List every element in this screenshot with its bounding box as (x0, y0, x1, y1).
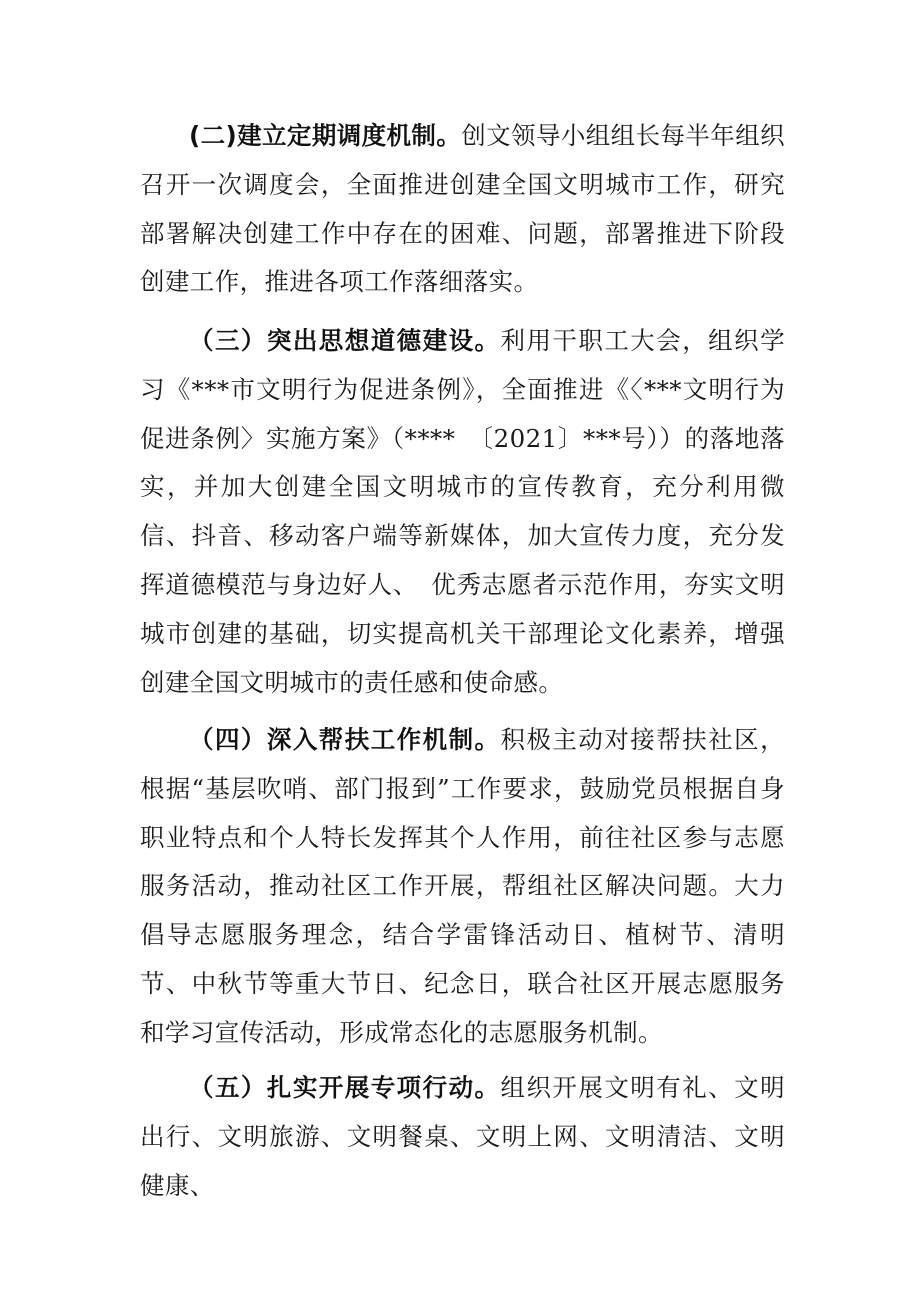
paragraph-body: 积极主动对接帮扶社区，根据“基层吹哨、部门报到”工作要求，鼓励党员根据自身职业特点和个人特长发挥其个人作用，前往社区参与志愿服务活动，推动社区工作开展，帮组社区解决问题。大力倡导志愿服务理念，结合学雷锋活动日、植树节、清明节、中秋节等重大节日、纪念日，联合社区开展志愿服务和学习宣传活动，形成常态化的志愿服务机制。 (140, 725, 785, 1047)
paragraph-regular-scheduling (140, 112, 785, 307)
paragraph-heading: (二)建立定期调度机制。 (189, 121, 462, 150)
paragraph-heading: （三）突出思想道德建设。 (189, 326, 501, 355)
paragraph-heading: （四）深入帮扶工作机制。 (189, 725, 501, 754)
paragraph-body: 利用干职工大会，组织学习《***市文明行为促进条例》，全面推进《〈***文明行为促进条例〉实施方案》（**** 〔2021〕***号））的落地落实，并加大创建全国文明城市的宣传教育，充分利用微信、抖音、移动客户端等新媒体，加大宣传力度，充分发挥道德模范与身边好人、 优秀志愿者示范作用，夯实文明城市创建的基础，切实提高机关干部理论文化素养，增强创建全国文明城市的责任感和使命感。 (140, 326, 785, 697)
paragraph-assistance-mechanism (140, 716, 785, 1058)
paragraph-body: 组织开展文明有礼、文明出行、文明旅游、文明餐桌、文明上网、文明清洁、文明健康、 (140, 1073, 785, 1200)
paragraph-moral-construction (140, 317, 785, 707)
paragraph-body: 创文领导小组组长每半年组织召开一次调度会，全面推进创建全国文明城市工作，研究部署解决创建工作中存在的困难、问题，部署推进下阶段创建工作，推进各项工作落细落实。 (140, 121, 785, 297)
paragraph-special-actions (140, 1064, 785, 1210)
paragraph-heading: （五）扎实开展专项行动。 (189, 1073, 501, 1102)
